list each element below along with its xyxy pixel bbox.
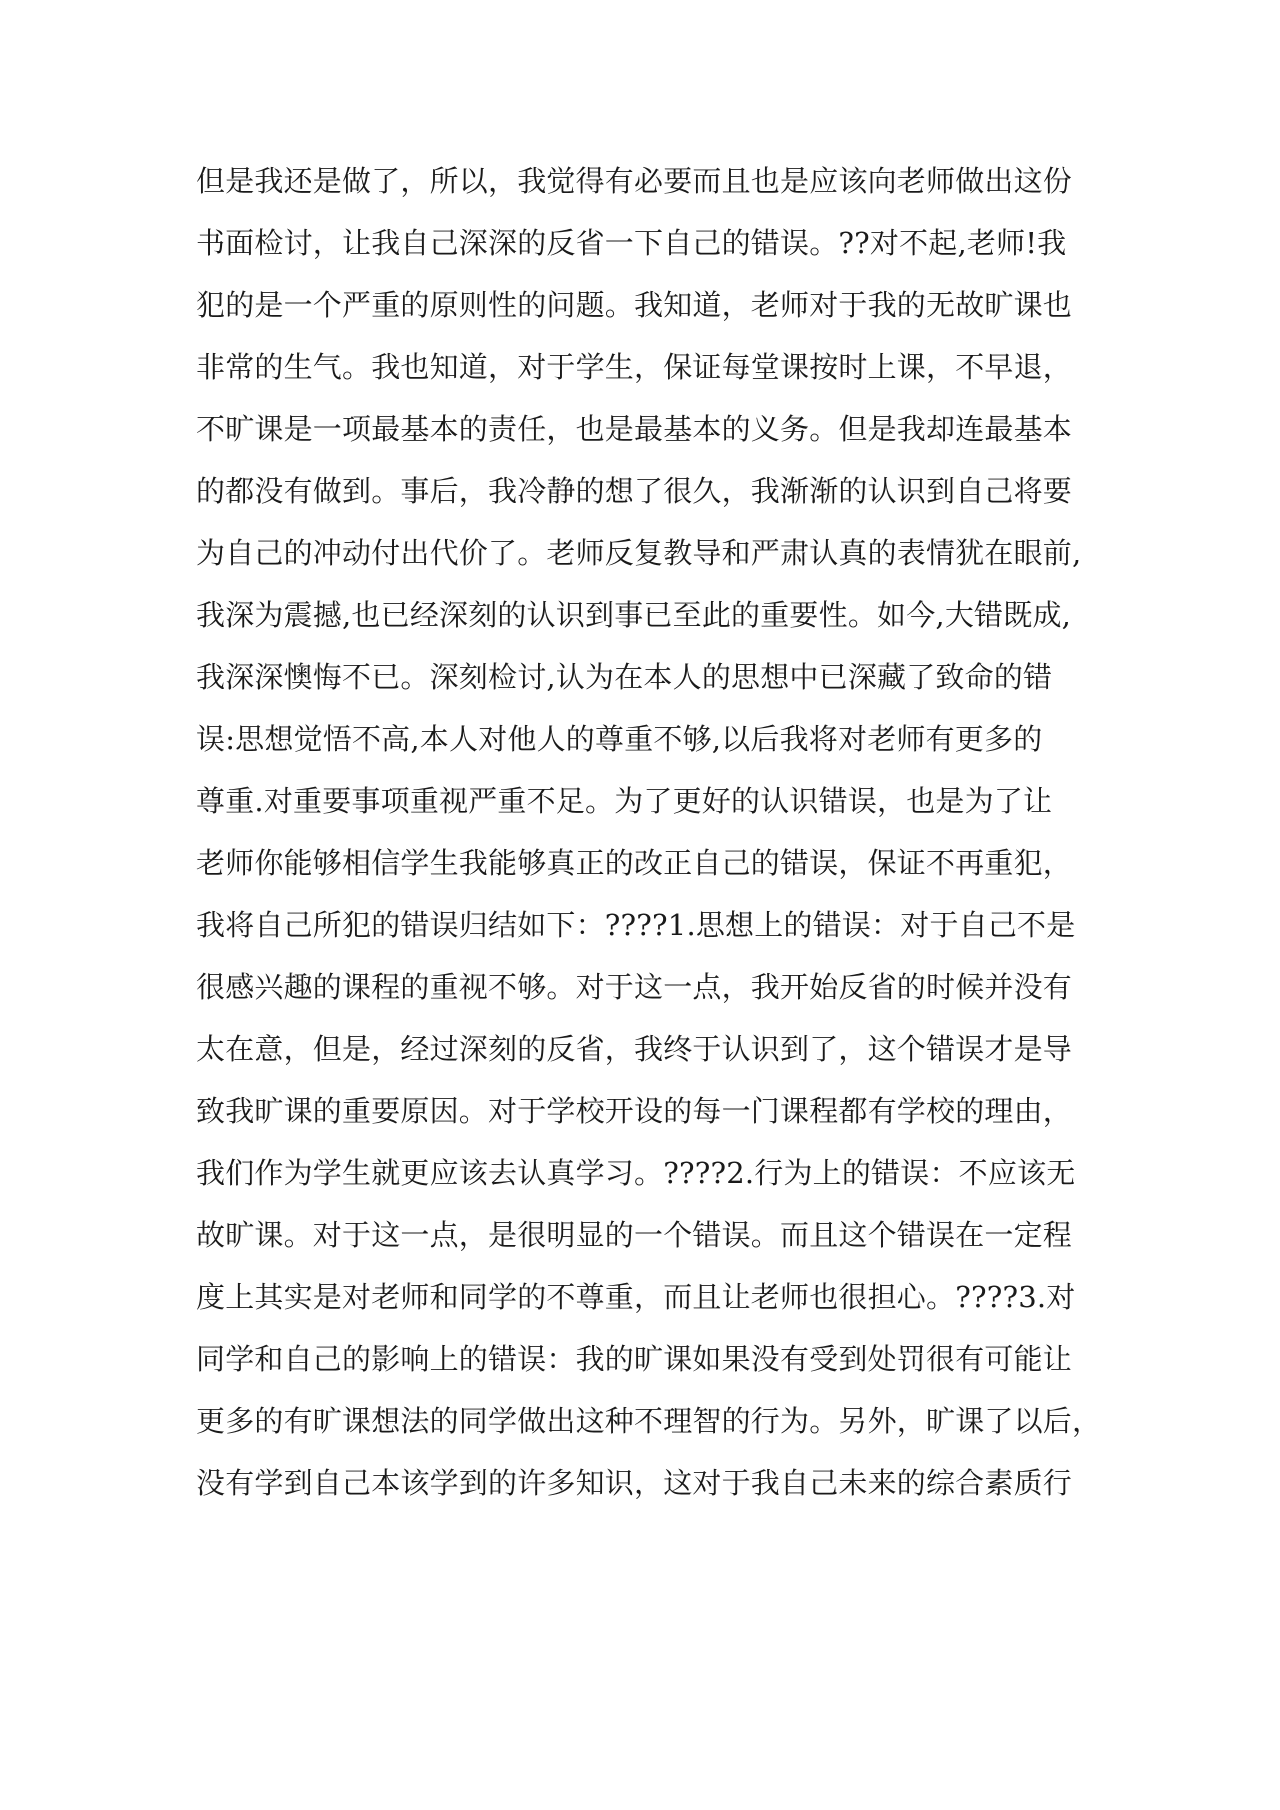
text-line: 书面检讨，让我自己深深的反省一下自己的错误。??对不起,老师!我: [196, 226, 1067, 260]
text-line: 犯的是一个严重的原则性的问题。我知道，老师对于我的无故旷课也: [196, 288, 1073, 322]
document-body: [196, 150, 1102, 1514]
text-line: 为自己的冲动付出代价了。老师反复教导和严肃认真的表情犹在眼前,: [196, 536, 1082, 570]
text-line: 很感兴趣的课程的重视不够。对于这一点，我开始反省的时候并没有: [196, 970, 1073, 1004]
text-line: 尊重.对重要事项重视严重不足。为了更好的认识错误，也是为了让: [196, 784, 1053, 818]
text-line: 更多的有旷课想法的同学做出这种不理智的行为。另外，旷课了以后，: [196, 1404, 1102, 1438]
text-line: 同学和自己的影响上的错误：我的旷课如果没有受到处罚很有可能让: [196, 1342, 1073, 1376]
text-line: 我们作为学生就更应该去认真学习。????2.行为上的错误：不应该无: [196, 1156, 1076, 1190]
text-line: 太在意，但是，经过深刻的反省，我终于认识到了，这个错误才是导: [196, 1032, 1073, 1066]
text-line: 非常的生气。我也知道，对于学生，保证每堂课按时上课，不早退，: [196, 350, 1073, 384]
text-line: 度上其实是对老师和同学的不尊重，而且让老师也很担心。????3.对: [196, 1280, 1076, 1314]
text-line: 我将自己所犯的错误归结如下：????1.思想上的错误：对于自己不是: [196, 908, 1076, 942]
text-line: 没有学到自己本该学到的许多知识，这对于我自己未来的综合素质行: [196, 1466, 1073, 1500]
text-line: 故旷课。对于这一点，是很明显的一个错误。而且这个错误在一定程: [196, 1218, 1073, 1252]
text-line: 老师你能够相信学生我能够真正的改正自己的错误，保证不再重犯，: [196, 846, 1073, 880]
text-line: 我深深懊悔不已。深刻检讨,认为在本人的思想中已深藏了致命的错: [196, 660, 1053, 694]
text-line: 的都没有做到。事后，我冷静的想了很久，我渐渐的认识到自己将要: [196, 474, 1073, 508]
text-line: 致我旷课的重要原因。对于学校开设的每一门课程都有学校的理由，: [196, 1094, 1073, 1128]
text-line: 误:思想觉悟不高,本人对他人的尊重不够,以后我将对老师有更多的: [196, 722, 1043, 756]
text-line: 不旷课是一项最基本的责任，也是最基本的义务。但是我却连最基本: [196, 412, 1073, 446]
text-line: 我深为震撼,也已经深刻的认识到事已至此的重要性。如今,大错既成,: [196, 598, 1072, 632]
text-line: 但是我还是做了，所以，我觉得有必要而且也是应该向老师做出这份: [196, 164, 1073, 198]
